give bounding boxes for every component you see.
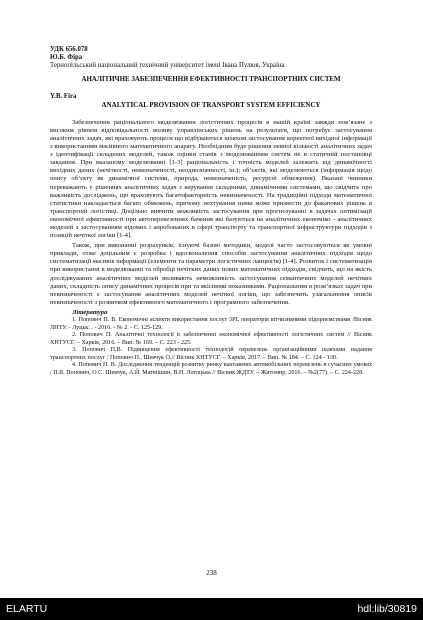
title-english: ANALYTICAL PROVISION OF TRANSPORT SYSTEM EFFICIENCY	[101, 100, 321, 109]
title-ukrainian: АНАЛІТИЧНЕ ЗАБЕЗПЕЧЕННЯ ЕФЕКТИВНОСТІ ТРАНСПОРТНИХ СИСТЕМ	[81, 76, 341, 84]
reference-item-1: 1. Поповнч П. В. Економічні аспекти використання послуг 3PL операторів вітчизняними підприємствами /Вісник ЛНТУ. - Луцьк: . - 2016. - № 2. - С. 125-129.	[50, 317, 372, 331]
page-number: 238	[206, 569, 217, 577]
references-heading: Література	[72, 308, 108, 316]
article-content	[50, 46, 372, 377]
body-paragraph-1: Забезпечення раціонального моделювання логістичних процесів в нашій країні завжди пов’язане з високим рівнем відповідальності впливу управлінських рішень на результати, що потребує застосування аналітичних задач, які враховують процеси що відбуваються шляхом застосування коректної вихідної інформації з використанням масивного математичного апарату. Необхідним буде рішення певної кількості аналітичних задач з ідентифікації складених моделей, також оцінки станів з моделюванням систем не в статичній постановці завдання. При вказаному моделюванні [1-3] раціональність і точність моделей залежить від динамічності вихідних даних (нечіткості, невизначеності, неоднозначності, ін.); об’єктів, які моделюються (інформація щодо опису об’єкту як динамічної системи, природа, невизначеність, ресурсні обмеження). Вказані чинники переважають у рішеннях аналітичних задач з керування складними, динамічними системами, що свідчить про важливість досліджень, що враховують багатофакторність невизначеності. На традиційні підходи математичної статистики накладається багато обмежень, причому нехтування ними може призвести до факапових рішень в транспортній логістиці. Доцільно вивчити можливість застосування при прогнозуванні в задачах оптимізації економічної ефективності при автоперевезеннях бачення які базуються на аналітичних економіко - аналітичних моделей з застосуванням відомих і апробованих в сфері транспорту та транспортної інфраструктури підходів з позицій нечіткої логіки [1-4].	[50, 118, 372, 240]
author-english: Y.B. Fira	[50, 92, 77, 100]
repository-name[interactable]: ELARTU	[6, 603, 48, 615]
reference-item-3: 3. Попович П.В. Підвищення ефективності технологій перевезень організаційними шляхами надання транспортних послуг / Попович П., Шевчук О.// Вісник ХНТУСГ. – Харків, 2017. – Вип. № 184. – С. 124 - 130.	[50, 347, 372, 361]
reference-item-2: 2. Попович П. Аналітичні технології в забезпеченні економічної ефективності логістичних систем // Вісник ХНТУСГ. – Харків, 2016. – Вип. № 169. – С. 223 - 225.	[50, 332, 372, 346]
author-affiliation: Тернопільський національний технічний університет імені Івана Пулюя, Україна	[50, 62, 285, 70]
reference-item-4: 4. Попович П. В. Дослідження тенденцій розвитку ринку вантажних автомобільних перевезень в сучасних умовах / П.В. Попович, О.С. Шевчук, А.Й. Матвіішин, В.Н. Лотоцька // Вісник ЖДТУ. – Житомир, 2016. – №2(77). – С. 224-228.	[50, 362, 372, 376]
handle-identifier[interactable]: hdl:lib/30819	[357, 603, 417, 615]
udc-code: УДК 656.078	[50, 46, 88, 53]
body-paragraph-2: Також, при виконанні розрахунків, існуючі базові методики, моделі часто застосовуються як умовні приклади, отже доцільним є розробка і вдосконалення способів застосування аналітичних підходів щодо систематизації масивів інформації (елементи та параметри логістичних ланцюгів) [1-4]. Розвиток і систематизація при використанні в моделюванні та обробці нечітких даних нових математичних підходів, свідчить, що на якість досліджуваних аналітичних моделей впливають неможливість застосування семантичних моделей нечітких даних, складність опису динамічних процесів при та якісними показниками. Раціональним в розв’язках задач при невизначеності є застосування аналітичних моделей нечіткої логіки, що забезпечить узагальнення описів невизначеності з розвитком ефективного математичного і програмного забезпечення.	[50, 242, 372, 306]
author-ukrainian: Ю.Б. Фіра	[50, 54, 83, 62]
repository-footer	[0, 598, 423, 620]
